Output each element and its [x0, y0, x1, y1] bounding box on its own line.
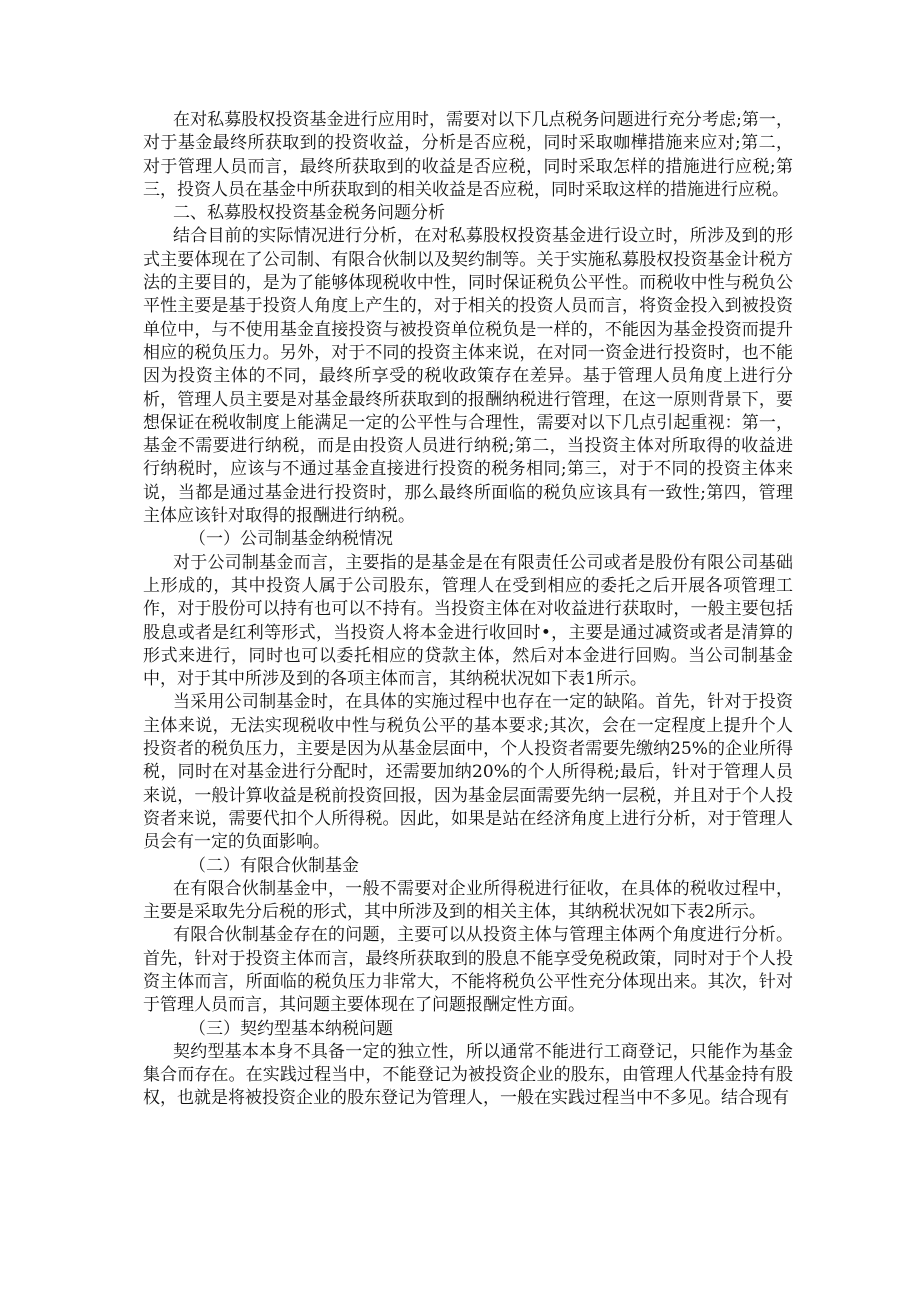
paragraph-company-fund: 对于公司制基金而言，主要指的是基金是在有限责任公司或者是股份有限公司基础上形成的，其中投资人属于公司股东，管理人在受到相应的委托之后开展各项管理工作，对于股份可以持有也可以不持有。当投资主体在对收益进行获取时，一般主要包括股息或者是红利等形式，当投资人将本金进行收回时•，主要是通过减资或者是清算的形式来进行，同时也可以委托相应的贷款主体，然后对本金进行回购。当公司制基金中，对于其中所涉及到的各项主体而言，其纳税状况如下表1所示。 — [143, 552, 793, 690]
section-heading-2: 二、私募股权投资基金税务问题分析 — [173, 203, 445, 224]
subsection-heading-partnership: （二）有限合伙制基金 — [189, 855, 359, 876]
paragraph-partnership-issues: 有限合伙制基金存在的问题，主要可以从投资主体与管理主体两个角度进行分析。首先，针对于投资主体而言，最终所获取到的股息不能享受免税政策，同时对于个人投资主体而言，所面临的税负压力非常大，不能将税负公平性充分体现出来。其次，针对于管理人员而言，其问题主要体现在了问题报酬定性方面。 — [143, 925, 793, 1016]
subsection-heading-company: （一）公司制基金纳税情况 — [189, 529, 393, 550]
paragraph-partnership-fund: 在有限合伙制基金中，一般不需要对企业所得税进行征收，在具体的税收过程中，主要是采取先分后税的形式，其中所涉及到的相关主体，其纳税状况如下表2所示。 — [143, 878, 793, 923]
paragraph-company-defects: 当采用公司制基金时，在具体的实施过程中也存在一定的缺陷。首先，针对于投资主体来说，无法实现税收中性与税负公平的基本要求;其次，会在一定程度上提升个人投资者的税负压力，主要是因为从基金层面中，个人投资者需要先缴纳25%的企业所得税，同时在对基金进行分配时，还需要加纳20%的个人所得税;最后，针对于管理人员来说，一般计算收益是税前投资回报，因为基金层面需要先纳一层税，并且对于个人投资者来说，需要代扣个人所得税。因此，如果是站在经济角度上进行分析，对于管理人员会有一定的负面影响。 — [143, 692, 793, 853]
paragraph-intro: 在对私募股权投资基金进行应用时，需要对以下几点税务问题进行充分考虑;第一，对于基金最终所获取到的投资收益，分析是否应税，同时采取咖樺措施来应对;第二，对于管理人员而言，最终所获取到的收益是否应税，同时采取怎样的措施进行应税;第三，投资人员在基金中所获取到的相关收益是否应税，同时采取这样的措施进行应税。 — [143, 110, 793, 200]
paragraph-contract-fund: 契约型基本本身不具备一定的独立性，所以通常不能进行工商登记，只能作为基金集合而存在。在实践过程当中，不能登记为被投资企业的股东，由管理人代基金持有股权，也就是将被投资企业的股东登记为管理人，一般在实践过程当中不多见。结合现有 — [143, 1041, 793, 1109]
subsection-heading-contract: （三）契约型基本纳税问题 — [189, 1018, 393, 1039]
document-body — [143, 109, 793, 1111]
paragraph-analysis: 结合目前的实际情况进行分析，在对私募股权投资基金进行设立时，所涉及到的形式主要体现在了公司制、有限合伙制以及契约制等。关于实施私募股权投资基金计税方法的主要目的，是为了能够体现税收中性，同时保证税负公平性。而税收中性与税负公平性主要是基于投资人角度上产生的，对于相关的投资人员而言，将资金投入到被投资单位中，与不使用基金直接投资与被投资单位税负是一样的，不能因为基金投资而提升相应的税负压力。另外，对于不同的投资主体来说，在对同一资金进行投资时，也不能因为投资主体的不同，最终所享受的税收政策存在差异。基于管理人员角度上进行分析，管理人员主要是对基金最终所获取到的报酬纳税进行管理，在这一原则背景下，要想保证在税收制度上能满足一定的公平性与合理性，需要对以下几点引起重视：第一，基金不需要进行纳税，而是由投资人员进行纳税;第二，当投资主体对所取得的收益进行纳税时，应该与不通过基金直接进行投资的税务相同;第三，对于不同的投资主体来说，当都是通过基金进行投资时，那么最终所面临的税负应该具有一致性;第四，管理主体应该针对取得的报酬进行纳税。 — [143, 226, 793, 527]
